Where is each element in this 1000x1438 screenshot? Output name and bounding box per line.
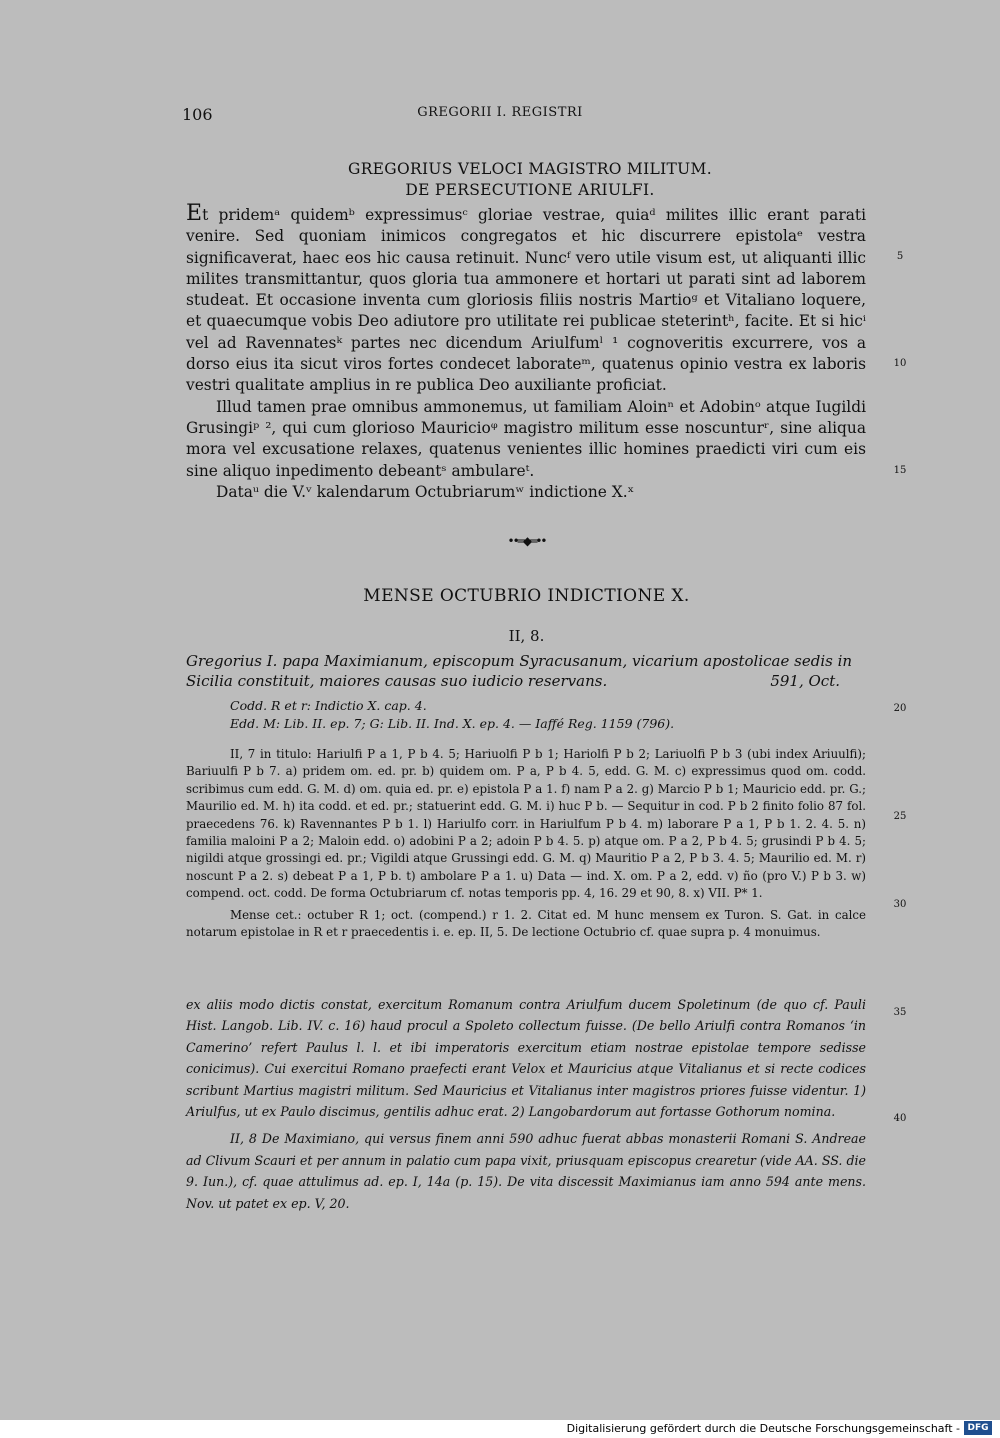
line-number: 20 [893,703,907,714]
document-number: II, 8. [508,627,545,645]
letter-title: GREGORIUS VELOCI MAGISTRO MILITUM. [348,160,712,178]
paragraph-1-text: t pridemᵃ quidemᵇ expressimusᶜ gloriae vestrae, quiaᵈ milites illic erant parati venire. Sed quoniam inimicos congregatos et hic discurrere epistolaᵉ vestra significaverat, haec eos hic causa retinuit. Nuncᶠ vero utile visum est, ut aliquanti illic milites transmittantur, quos gloria tua ammonere et hortari ut parati sint ad laborem studeat. Et occasione inventa cum gloriosis filiis nostris Martioᵍ et Vitaliano loquere, et quaecumque vobis Deo adiutore pro utilitate rei publicae steterintʰ, facite. Et si hicⁱ vel ad Ravennatesᵏ partes nec dicendum Ariulfumˡ ¹ cognoveritis excurrere, vos a dorso eius ita sicut viros fortes condecet laborateᵐ, quatenus opinio vestra ex laboris vestri qualitate amplius in re publica Deo auxiliante proficiat. [186,206,866,395]
apparatus-mense-note: Mense cet.: octuber R 1; oct. (compend.) r 1. 2. Citat ed. M hunc mensem ex Turon. S. Gat. in calce notarum epistolae in R et r praecedentis i. e. ep. II, 5. De lectione Octubrio cf. quae supra p. 4 monuimus. [186,907,866,940]
letter-subtitle: DE PERSECUTIONE ARIULFI. [405,181,655,199]
regest [186,651,866,691]
letter-paragraph-2: Illud tamen prae omnibus ammonemus, ut familiam Aloinⁿ et Adobinᵒ atque Iugildi Grusingiᵖ ², qui cum glorioso Mauricioᵠ magistro militum esse noscunturʳ, sine aliqua mora vel excusatione relaxes, quatenus venientes illic homines praedicti viri cum eis sine aliquo inpedimento debeantˢ ambulareᵗ. [186,397,866,480]
section-heading: MENSE OCTUBRIO INDICTIONE X. [363,586,690,606]
running-title: GREGORII I. REGISTRI [417,105,583,120]
notes-paragraph-2: II, 8 De Maximiano, qui versus finem anni 590 adhuc fuerat abbas monasterii Romani S. Andreae ad Clivum Scauri et per annum in palatio cum papa vixit, priusquam episcopus crearetur (vide AA. SS. die 9. Iun.), cf. quae attulimus ad. ep. I, 14a (p. 15). De vita discessit Maximianus iam anno 594 ante mens. Nov. ut patet ex ep. V, 20. [186,1131,866,1211]
page-number: 106 [182,105,213,124]
drop-cap: E [186,201,203,226]
historical-notes [186,994,866,1214]
line-number: 5 [896,251,904,262]
dfg-logo-icon: DFG [964,1421,992,1435]
line-number: 10 [893,358,907,369]
manuscript-info [230,697,870,733]
line-number: 25 [893,811,907,822]
codd-line: Codd. R et r: Indictio X. cap. 4. [230,698,427,713]
regest-date: 591, Oct. [770,672,840,690]
edd-line: Edd. M: Lib. II. ep. 7; G: Lib. II. Ind. X. ep. 4. — Iaffé Reg. 1159 (796). [230,716,675,731]
line-number: 35 [893,1007,907,1018]
line-number: 40 [893,1113,907,1124]
letter-paragraph-1 [186,201,866,397]
line-number: 15 [893,465,907,476]
footer-credit: Digitalisierung gefördert durch die Deutsche Forschungsgemeinschaft - [566,1422,960,1435]
section-ornament: ••═◆═•• [507,534,546,548]
notes-paragraph-1: ex aliis modo dictis constat, exercitum Romanum contra Ariulfum ducem Spoletinum (de quo cf. Pauli Hist. Langob. Lib. IV. c. 16) haud procul a Spoleto collectum fuisse. (De bello Ariulfi contra Romanos ‘in Camerino’ refert Paulus l. l. et ibi imperatoris exercitum etiam nostrae epistolae tempore sedisse conicimus). Cui exercitui Romano praefecti erant Velox et Mauricius atque Vitalianus et si recte codices scribunt Martius magistri militum. Sed Mauricius et Vitalianus inter magistros priores fuisse videntur. 1) Ariulfus, ut ex Paulo discimus, gentilis adhuc erat. 2) Langobardorum aut fortasse Gothorum nomina. [186,997,866,1120]
letter-paragraph-3: Dataᵘ die V.ᵛ kalendarum Octubriarumʷ indictione X.ˣ [216,482,635,501]
regest-text: Gregorius I. papa Maximianum, episcopum Syracusanum, vicarium apostolicae sedis in Sicilia constituit, maiores causas suo iudicio reservans. [186,652,853,690]
apparatus-text: II, 7 in titulo: Hariulfi P a 1, P b 4. 5; Hariuolfi P b 1; Hariolfi P b 2; Lariuolfi P b 3 (ubi index Ariuulfi); Bariuulfi P b 7. a) pridem om. ed. pr. b) quidem om. P a, P b 4. 5, edd. G. M. c) expressimus quod om. codd. scribimus cum edd. G. M. d) om. quia ed. pr. e) epistola P a 1. f) nam P a 2. g) Marcio P b 1; Mauricio edd. pr. G.; Maurilio ed. M. h) ita codd. et ed. pr.; statuerint edd. G. M. i) huc P b. — Sequitur in cod. P b 2 finito folio 87 fol. praecedens 76. k) Ravennantes P b 1. l) Hariulfo corr. in Hariulfum P b 4. m) laborare P a 1, P b 1. 2. 4. 5. n) familia maloini P a 2; Maloin edd. o) adobini P a 2; adoin P b 4. 5. p) atque om. P a 2, P b 4. 5; grusindi P b 4. 5; nigildi atque grossingi ed. pr.; Vigildi atque Grussingi edd. G. M. q) Mauritio P a 2, P b 3. 4. 5; Maurilio ed. M. r) noscunt P a 2. s) debeat P a 1, P b. t) ambolare P a 1. u) Data — ind. X. om. P a 2, edd. v) ño (pro V.) P b 3. w) compend. oct. codd. De forma Octubriarum cf. notas temporis pp. 4, 16. 29 et 90, 8. x) VII. P* 1. [186,747,866,901]
letter-body [186,201,866,503]
line-number: 30 [893,899,907,910]
critical-apparatus [186,746,866,941]
